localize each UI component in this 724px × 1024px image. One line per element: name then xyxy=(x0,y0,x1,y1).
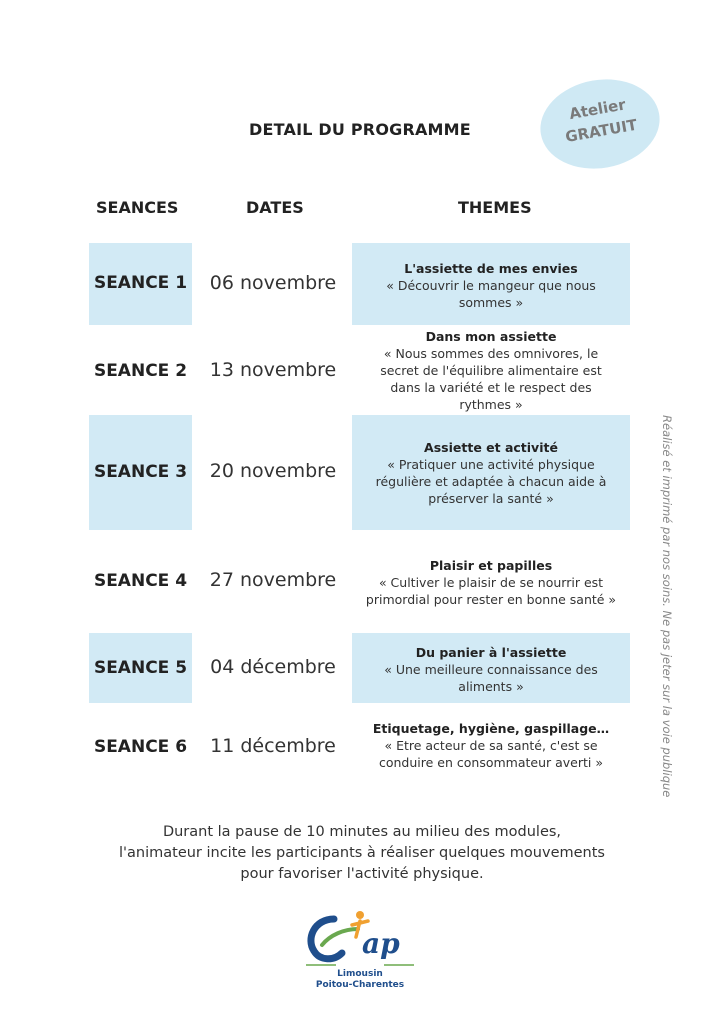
footer-note xyxy=(0,822,724,885)
logo-line-1: Limousin xyxy=(337,969,383,979)
column-header-seances: SEANCES xyxy=(96,198,179,217)
footer-line-1: Durant la pause de 10 minutes au milieu des modules, xyxy=(162,824,562,840)
logo-line-2: Poitou-Charentes xyxy=(315,980,405,990)
cap-logo-mark xyxy=(300,905,420,967)
session-date: 20 novembre xyxy=(209,460,337,482)
session-theme xyxy=(352,557,630,608)
theme-description: « Pratiquer une activité physique régulière et adaptée à chacun aide à préserver la santé » xyxy=(375,457,607,506)
free-workshop-badge xyxy=(533,70,666,178)
session-theme xyxy=(352,260,630,311)
theme-description: « Etre acteur de sa santé, c'est se conduire en consommateur averti » xyxy=(378,738,603,770)
session-date: 04 décembre xyxy=(210,656,336,678)
session-theme xyxy=(352,439,630,507)
theme-title: L'assiette de mes envies xyxy=(404,261,578,276)
theme-title: Du panier à l'assiette xyxy=(415,645,567,660)
badge-line-2: GRATUIT xyxy=(563,115,639,147)
theme-title: Dans mon assiette xyxy=(425,329,557,344)
column-header-themes: THEMES xyxy=(458,198,532,217)
session-label: SEANCE 4 xyxy=(93,571,188,591)
session-label: SEANCE 6 xyxy=(93,737,188,757)
session-label: SEANCE 2 xyxy=(93,361,188,381)
cap-logo xyxy=(300,905,420,995)
session-date: 06 novembre xyxy=(209,272,337,294)
session-row-6 xyxy=(0,713,724,793)
theme-title: Etiquetage, hygiène, gaspillage… xyxy=(372,721,610,736)
page-title: DETAIL DU PROGRAMME xyxy=(249,120,471,139)
session-date: 11 décembre xyxy=(210,735,336,757)
session-row-3 xyxy=(0,415,724,530)
session-date: 27 novembre xyxy=(209,569,337,591)
session-label: SEANCE 3 xyxy=(93,462,188,482)
session-row-4 xyxy=(0,540,724,622)
theme-description: « Une meilleure connaissance des aliments » xyxy=(384,662,598,694)
theme-description: « Découvrir le mangeur que nous sommes » xyxy=(386,278,596,310)
theme-title: Assiette et activité xyxy=(424,440,558,455)
theme-description: « Cultiver le plaisir de se nourrir est primordial pour rester en bonne santé » xyxy=(365,575,617,607)
session-label: SEANCE 1 xyxy=(93,273,188,293)
session-row-2 xyxy=(0,326,724,414)
session-row-5 xyxy=(0,633,724,703)
session-date: 13 novembre xyxy=(209,359,337,381)
side-disclaimer xyxy=(660,415,680,798)
session-row-1 xyxy=(0,243,724,325)
logo-word: ap xyxy=(362,927,400,960)
session-label: SEANCE 5 xyxy=(93,658,188,678)
footer-line-3: pour favoriser l'activité physique. xyxy=(240,866,484,882)
column-header-dates: DATES xyxy=(246,198,304,217)
session-theme xyxy=(352,720,630,771)
side-disclaimer-text: Réalisé et imprimé par nos soins. Ne pas jeter sur la voie publique xyxy=(660,415,674,798)
session-theme xyxy=(352,328,630,413)
theme-title: Plaisir et papilles xyxy=(429,558,553,573)
session-theme xyxy=(352,644,630,695)
badge-line-1: Atelier xyxy=(567,95,627,124)
theme-description: « Nous sommes des omnivores, le secret de l'équilibre alimentaire est dans la variété et le respect des rythmes » xyxy=(380,346,602,412)
footer-line-2: l'animateur incite les participants à réaliser quelques mouvements xyxy=(119,845,605,861)
